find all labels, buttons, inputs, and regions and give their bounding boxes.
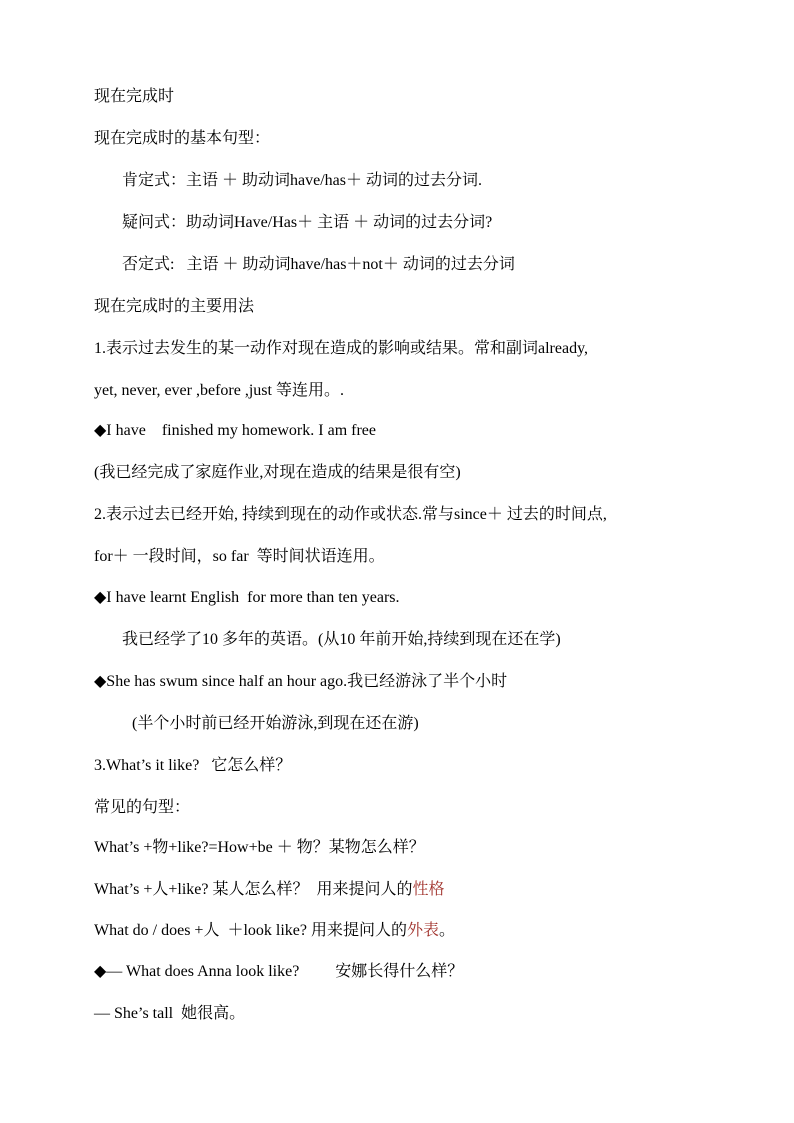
usage3-line: 3.What’s it like? 它怎么样？ [94,757,292,774]
usage1-line2: yet, never, ever ,before ,just 等连用。. [94,382,344,399]
pattern-2-highlight: 性格 [412,881,445,898]
usage2-line1: 2.表示过去已经开始, 持续到现在的动作或状态.常与since＋ 过去的时间点, [94,506,607,523]
pattern-1: What’s +物+like?=How+be ＋ 物？某物怎么样？ [94,839,425,856]
pattern-2-text: What’s +人+like? 某人怎么样？ 用来提问人的 [94,881,413,898]
interrogative-form: 疑问式：助动词Have/Has＋ 主语 ＋ 动词的过去分词? [122,214,493,231]
usage1-translation: (我已经完成了家庭作业,对现在造成的结果是很有空) [94,464,461,481]
dialogue-answer: — She’s tall 她很高。 [94,1005,246,1022]
usage1-example: ◆I have finished my homework. I am free [94,422,376,439]
usage2-example2-translation: (半个小时前已经开始游泳,到现在还在游) [132,715,419,732]
usage-heading: 现在完成时的主要用法 [94,298,255,315]
doc-title: 现在完成时 [94,88,175,105]
pattern-3-text: What do / does +人 ＋look like? 用来提问人的 [94,922,407,939]
basic-heading: 现在完成时的基本句型： [94,130,271,147]
common-patterns-heading: 常见的句型： [94,799,191,816]
pattern-3-end: 。 [439,922,456,939]
pattern-2 [94,879,444,901]
usage2-example1: ◆I have learnt English for more than ten years. [94,589,400,606]
pattern-3-highlight: 外表 [407,922,440,939]
dialogue-question: ◆— What does Anna look like? 安娜长得什么样？ [94,963,464,980]
negative-form: 否定式: 主语 ＋ 助动词have/has＋not＋ 动词的过去分词 [122,256,515,273]
usage2-example2: ◆She has swum since half an hour ago.我已经游泳了半个小时 [94,673,508,690]
pattern-3 [94,920,455,942]
affirmative-form: 肯定式：主语 ＋ 助动词have/has＋ 动词的过去分词. [122,172,482,189]
usage1-line1: 1.表示过去发生的某一动作对现在造成的影响或结果。常和副词already, [94,340,589,357]
usage2-line2: for＋ 一段时间，so far 等时间状语连用。 [94,548,385,565]
usage2-example1-translation: 我已经学了10 多年的英语。(从10 年前开始,持续到现在还在学) [122,631,561,648]
